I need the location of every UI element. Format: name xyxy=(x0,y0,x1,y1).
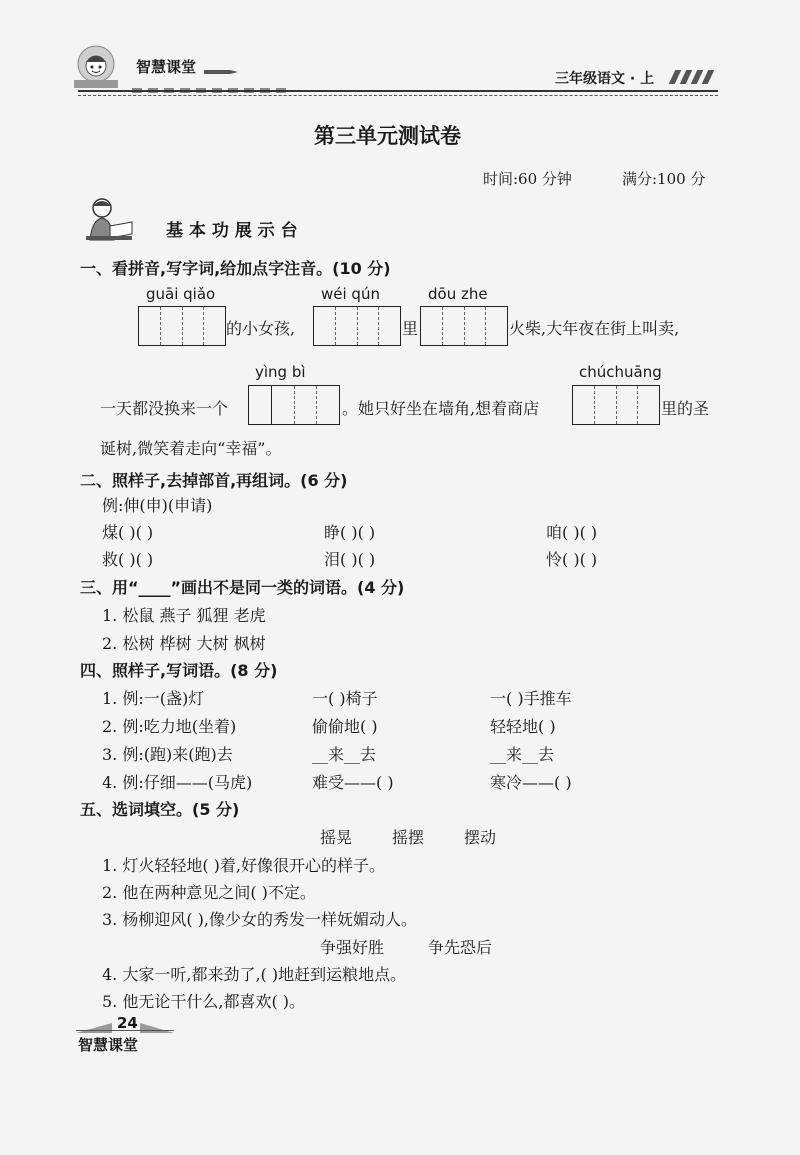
q4-heading: 四、照样子,写词语。(8 分) xyxy=(80,661,278,680)
q5-item: 4. 大家一听,都来劲了,( )地赶到运粮地点。 xyxy=(102,965,407,984)
pinyin-guaiqiao: guāi qiǎo xyxy=(146,285,216,303)
q2-item: 睁( )( ) xyxy=(324,523,376,542)
pinyin-douzhe: dōu zhe xyxy=(428,285,488,303)
q1-line3: 诞树,微笑着走向“幸福”。 xyxy=(100,439,282,458)
answer-box-douzhe[interactable] xyxy=(420,306,508,346)
header-rule-dashed xyxy=(78,95,718,96)
footer-arrow-right xyxy=(140,1018,174,1037)
answer-box-chuchuang[interactable] xyxy=(572,385,660,425)
q5-item: 3. 杨柳迎风( ),像少女的秀发一样妩媚动人。 xyxy=(102,910,418,929)
pinyin-chuchuang: chúchuāng xyxy=(579,363,662,381)
q4-cell: 4. 例:仔细——(马虎) xyxy=(102,773,253,792)
header-rule xyxy=(78,90,718,92)
q5-word: 争先恐后 xyxy=(428,938,493,957)
q2-example: 例:伸(申)(申请) xyxy=(102,496,213,515)
page-title: 第三单元测试卷 xyxy=(314,124,461,148)
q2-item: 救( )( ) xyxy=(102,550,154,569)
q2-item: 泪( )( ) xyxy=(324,550,376,569)
q3-heading: 三、用“____”画出不是同一类的词语。(4 分) xyxy=(80,578,405,597)
q4-cell: 3. 例:(跑)来(跑)去 xyxy=(102,745,233,764)
q5-item: 5. 他无论干什么,都喜欢( )。 xyxy=(102,992,306,1011)
header-brand: 智慧课堂 xyxy=(136,58,197,76)
mascot-icon xyxy=(68,42,124,92)
q4-cell: 一( )手推车 xyxy=(490,689,572,708)
q5-heading: 五、选词填空。(5 分) xyxy=(80,800,240,819)
q1-line1-text2: 里 xyxy=(402,319,419,338)
q4-cell: 偷偷地( ) xyxy=(312,717,378,736)
q5-item: 1. 灯火轻轻地( )着,好像很开心的样子。 xyxy=(102,856,386,875)
header-grade: 三年级语文 · 上 xyxy=(555,71,655,87)
q2-heading: 二、照样子,去掉部首,再组词。(6 分) xyxy=(80,471,348,490)
q1-line1-text3: 火柴,大年夜在街上叫卖, xyxy=(509,319,680,338)
q4-cell: 寒冷——( ) xyxy=(490,773,572,792)
q3-row: 1. 松鼠 燕子 狐狸 老虎 xyxy=(102,606,266,625)
q5-word: 摇晃 xyxy=(320,828,353,847)
answer-box-guaiqiao[interactable] xyxy=(138,306,226,346)
q2-item: 咱( )( ) xyxy=(546,523,598,542)
q4-cell: 一( )椅子 xyxy=(312,689,378,708)
q4-cell: __来__去 xyxy=(490,745,555,764)
q4-cell: 轻轻地( ) xyxy=(490,717,556,736)
q1-line2-text1: 一天都没换来一个 xyxy=(100,399,229,418)
q3-row: 2. 松树 桦树 大树 枫树 xyxy=(102,634,266,653)
q5-word: 摇摆 xyxy=(392,828,425,847)
page-number: 24 xyxy=(117,1014,138,1032)
q1-heading: 一、看拼音,写字词,给加点字注音。(10 分) xyxy=(80,259,391,278)
answer-box-yingbi[interactable] xyxy=(248,385,340,425)
footer-brand: 智慧课堂 xyxy=(78,1036,139,1054)
time-limit: 时间:60 分钟 xyxy=(483,170,572,188)
q4-cell: 1. 例:一(盏)灯 xyxy=(102,689,205,708)
pinyin-weiqun: wéi qún xyxy=(321,285,380,303)
q1-line2-text2: 。她只好坐在墙角,想着商店 xyxy=(342,399,540,418)
footer-rule xyxy=(76,1030,174,1031)
q4-cell: __来__去 xyxy=(312,745,377,764)
q4-cell: 难受——( ) xyxy=(312,773,394,792)
student-reading-icon xyxy=(82,196,136,246)
q5-word: 摆动 xyxy=(464,828,497,847)
header-stripe xyxy=(702,70,715,84)
pinyin-yingbi: yìng bì xyxy=(255,363,306,381)
q5-item: 2. 他在两种意见之间( )不定。 xyxy=(102,883,316,902)
q2-item: 煤( )( ) xyxy=(102,523,154,542)
q4-cell: 2. 例:吃力地(坐着) xyxy=(102,717,237,736)
q1-line1-text1: 的小女孩, xyxy=(226,319,296,338)
full-score: 满分:100 分 xyxy=(622,170,706,188)
q2-item: 怜( )( ) xyxy=(546,550,598,569)
q5-word: 争强好胜 xyxy=(320,938,385,957)
part-title: 基 本 功 展 示 台 xyxy=(166,221,298,241)
q1-line2-text3: 里的圣 xyxy=(661,399,710,418)
answer-box-weiqun[interactable] xyxy=(313,306,401,346)
